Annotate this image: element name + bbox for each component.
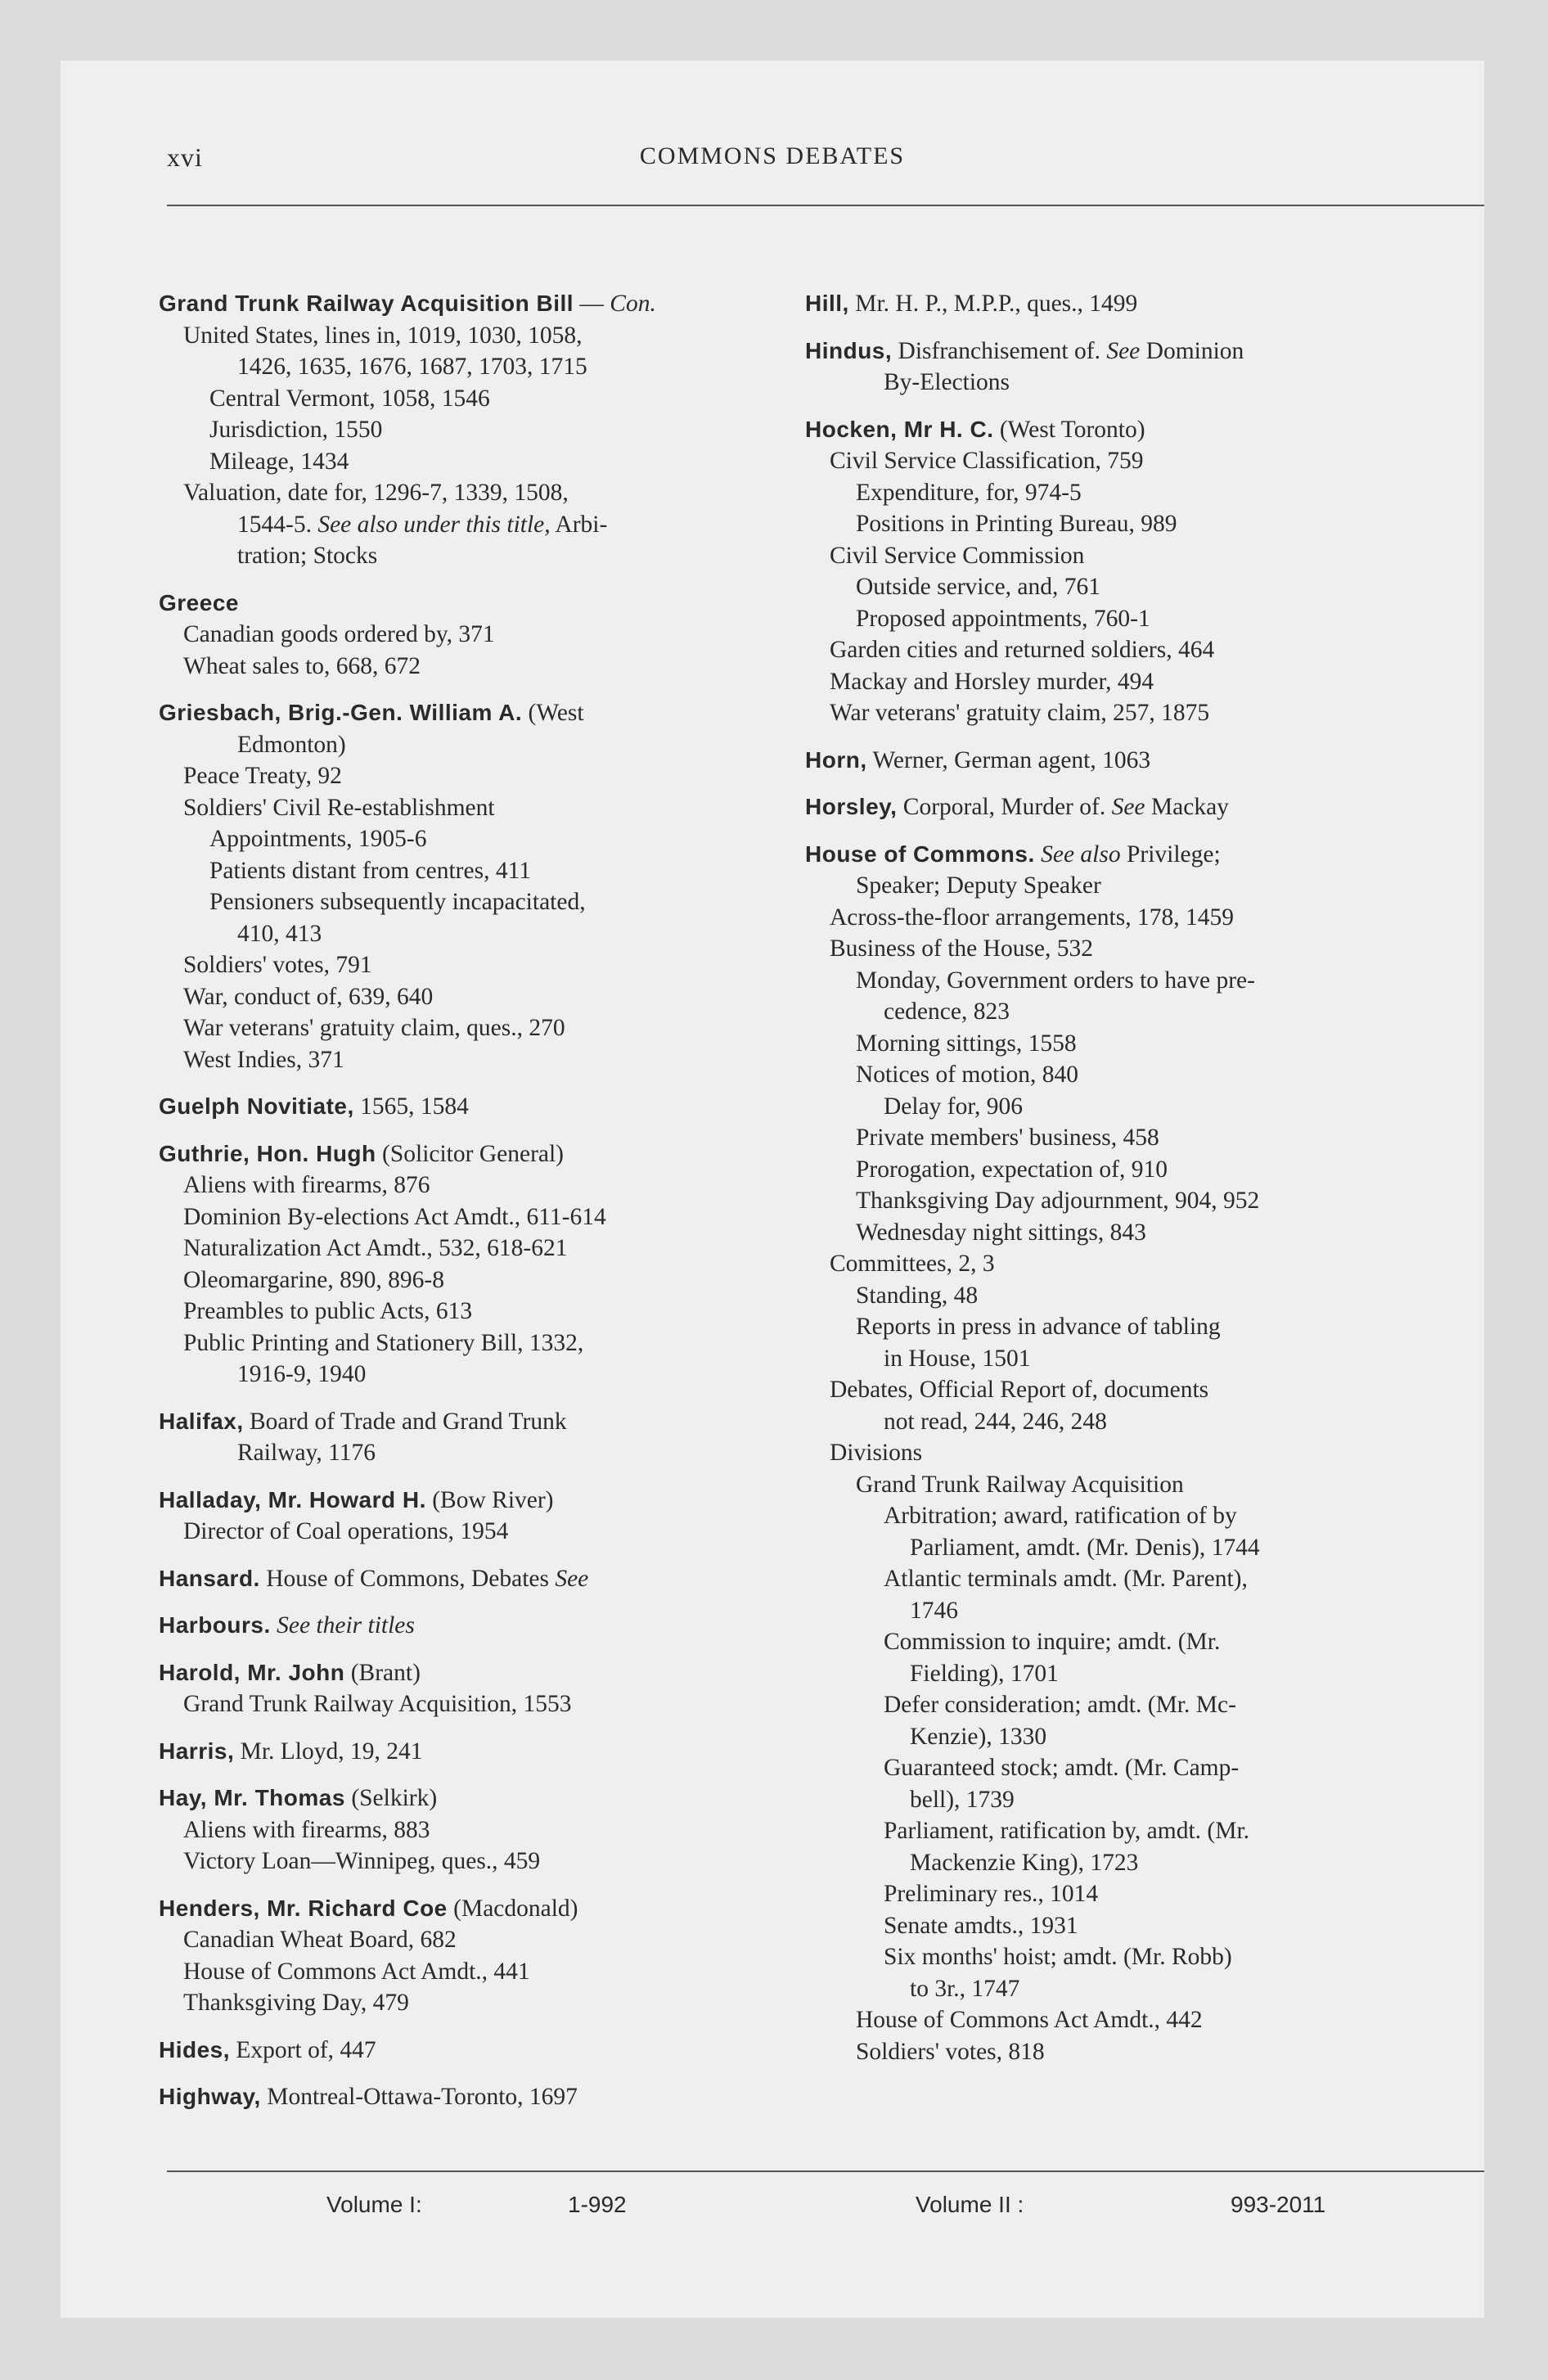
sub-entry [159, 1814, 781, 1846]
entry-text: (Solicitor General) [382, 1140, 565, 1167]
sub-entry-text: 1544-5. [237, 511, 312, 538]
entry-text: Werner, German agent, 1063 [872, 746, 1151, 773]
sub-entry [805, 603, 1468, 635]
header-rule [167, 205, 1484, 206]
entry-heading-line [159, 1563, 781, 1595]
entry-text: Board of Trade and Grand Trunk [249, 1408, 567, 1435]
index-entry [805, 791, 1468, 823]
volume-2-range: 993-2011 [1231, 2192, 1326, 2217]
entry-text: (West [528, 700, 584, 726]
entry-text: Mackay [1150, 794, 1229, 820]
sub-entry [805, 634, 1468, 666]
sub-entry [159, 446, 781, 478]
sub-entry [159, 1359, 781, 1391]
sub-entry-text: Peace Treaty, 92 [183, 763, 342, 789]
entry-see-reference: Con. [610, 291, 656, 317]
entry-heading-line [159, 1893, 781, 1925]
entry-text: Privilege; [1126, 841, 1221, 868]
sub-entry-text: Grand Trunk Railway Acquisition [856, 1471, 1184, 1498]
sub-entry [805, 933, 1468, 965]
sub-entry [805, 445, 1468, 477]
sub-entry-text: Soldiers' Civil Re-establishment [183, 794, 495, 821]
sub-entry-text: Aliens with firearms, 876 [183, 1172, 430, 1198]
entry-text: (Macdonald) [453, 1895, 578, 1922]
sub-entry [159, 1233, 781, 1264]
sub-entry-text: Wheat sales to, 668, 672 [183, 652, 421, 679]
sub-entry [159, 1327, 781, 1359]
sub-entry-text: Speaker; Deputy Speaker [856, 872, 1101, 899]
entry-heading-line [159, 697, 781, 729]
page-number: xvi [167, 142, 203, 172]
sub-entry [159, 1296, 781, 1327]
entry-see-reference: See [555, 1565, 589, 1592]
sub-entry-text: Arbitration; award, ratification of by [884, 1503, 1237, 1529]
entry-heading-line [159, 288, 781, 320]
entry-heading-line [159, 1783, 781, 1814]
sub-entry-text: Outside service, and, 761 [856, 574, 1101, 600]
sub-entry [805, 697, 1468, 729]
entry-text: — [579, 291, 604, 317]
sub-entry-text: Parliament, amdt. (Mr. Denis), 1744 [910, 1534, 1260, 1561]
entry-text: Disfranchisement of. [898, 337, 1100, 364]
sub-entry-text: House of Commons Act Amdt., 441 [183, 1958, 530, 1985]
sub-entry-text: West Indies, 371 [183, 1046, 344, 1073]
sub-entry [159, 792, 781, 824]
sub-entry-text: Aliens with firearms, 883 [183, 1816, 430, 1843]
index-entry [159, 1783, 781, 1877]
sub-entry [805, 367, 1468, 399]
volume-footer [61, 2192, 1484, 2233]
index-entry [159, 1736, 781, 1768]
sub-entry-text: 1746 [910, 1597, 958, 1624]
index-entry [159, 1563, 781, 1595]
entry-heading-line [159, 1406, 781, 1438]
entry-head: Hansard. [159, 1565, 260, 1591]
index-entry [805, 336, 1468, 399]
sub-entry [805, 1406, 1468, 1438]
sub-entry [805, 540, 1468, 572]
sub-entry [159, 1956, 781, 1988]
sub-entry-text: Grand Trunk Railway Acquisition, 1553 [183, 1691, 572, 1717]
sub-entry-text: Commission to inquire; amdt. (Mr. [884, 1629, 1221, 1655]
entry-heading-line [159, 1610, 781, 1642]
sub-entry-text: Committees, 2, 3 [830, 1251, 995, 1277]
sub-entry [159, 1170, 781, 1201]
entry-head: Guthrie, Hon. Hugh [159, 1140, 376, 1166]
sub-entry [159, 651, 781, 683]
sub-entry [159, 886, 781, 918]
sub-entry-text: Notices of motion, 840 [856, 1062, 1079, 1088]
sub-entry [805, 2004, 1468, 2036]
entry-heading-line [159, 2081, 781, 2113]
sub-entry [805, 1721, 1468, 1753]
index-entry [159, 1138, 781, 1391]
sub-entry [159, 1516, 781, 1548]
entry-heading-line [805, 336, 1468, 367]
sub-entry-text: Director of Coal operations, 1954 [183, 1518, 509, 1544]
sub-entry [805, 1532, 1468, 1564]
entry-text: Mr. H. P., M.P.P., ques., 1499 [855, 291, 1138, 317]
entry-see-reference: See also under this title, [317, 511, 551, 538]
sub-entry-text: Preliminary res., 1014 [884, 1881, 1099, 1907]
index-entry [805, 414, 1468, 729]
sub-entry [159, 760, 781, 792]
sub-entry-text: Wednesday night sittings, 843 [856, 1219, 1146, 1246]
sub-entry-text: Jurisdiction, 1550 [209, 417, 383, 443]
sub-entry [159, 619, 781, 651]
sub-entry-text: Arbi- [555, 511, 608, 538]
entry-heading-line [805, 414, 1468, 446]
entry-text: Export of, 447 [236, 2036, 376, 2063]
sub-entry [805, 1973, 1468, 2005]
sub-entry-text: House of Commons Act Amdt., 442 [856, 2007, 1203, 2033]
entry-heading-line [159, 1485, 781, 1517]
sub-entry [159, 918, 781, 950]
sub-entry-text: Expenditure, for, 974-5 [856, 479, 1082, 506]
entry-heading-line [159, 1736, 781, 1768]
sub-entry-text: Public Printing and Stationery Bill, 1332, [183, 1329, 584, 1356]
sub-entry-text: Edmonton) [237, 731, 346, 758]
sub-entry-text: Appointments, 1905-6 [209, 826, 427, 852]
sub-entry [159, 981, 781, 1013]
entry-text: (Selkirk) [351, 1785, 438, 1811]
sub-entry [805, 1815, 1468, 1847]
index-entry [159, 2035, 781, 2067]
sub-entry-text: Defer consideration; amdt. (Mr. Mc- [884, 1692, 1236, 1718]
entry-text: Montreal-Ottawa-Toronto, 1697 [267, 2084, 578, 2110]
page-title: COMMONS DEBATES [639, 142, 906, 169]
sub-entry-text: Senate amdts., 1931 [884, 1912, 1078, 1939]
sub-entry [805, 571, 1468, 603]
entry-head: Hay, Mr. Thomas [159, 1785, 345, 1810]
sub-entry [159, 1846, 781, 1877]
sub-entry-text: Private members' business, 458 [856, 1125, 1159, 1151]
entry-heading-line [805, 745, 1468, 777]
sub-entry [159, 823, 781, 855]
page-header [167, 142, 1484, 192]
index-entry [159, 588, 781, 683]
sub-entry-text: Mileage, 1434 [209, 448, 349, 475]
sub-entry-text: 410, 413 [237, 920, 322, 947]
footer-rule [167, 2170, 1484, 2172]
sub-entry-text: Atlantic terminals amdt. (Mr. Parent), [884, 1566, 1248, 1592]
sub-entry-text: cedence, 823 [884, 998, 1010, 1025]
entry-heading-line [159, 1138, 781, 1170]
entry-heading-line [159, 1091, 781, 1123]
sub-entry-text: Soldiers' votes, 818 [856, 2038, 1045, 2065]
sub-entry [805, 1847, 1468, 1879]
page [61, 61, 1484, 2318]
sub-entry [805, 1248, 1468, 1280]
sub-entry [159, 1437, 781, 1469]
entry-heading-line [805, 791, 1468, 823]
sub-entry-text: Soldiers' votes, 791 [183, 952, 372, 978]
sub-entry-text: Monday, Government orders to have pre- [856, 967, 1255, 994]
sub-entry-text: Parliament, ratification by, amdt. (Mr. [884, 1818, 1250, 1844]
sub-entry-text: Oleomargarine, 890, 896-8 [183, 1266, 444, 1293]
sub-entry [805, 965, 1468, 997]
entry-head: Hocken, Mr H. C. [805, 416, 994, 442]
sub-entry-text: Thanksgiving Day, 479 [183, 1990, 409, 2016]
sub-entry-text: Naturalization Act Amdt., 532, 618-621 [183, 1235, 568, 1261]
sub-entry [159, 509, 781, 541]
index-entry [805, 839, 1468, 2068]
right-column [805, 288, 1468, 2083]
sub-entry-text: Guaranteed stock; amdt. (Mr. Camp- [884, 1755, 1240, 1781]
sub-entry-text: Thanksgiving Day adjournment, 904, 952 [856, 1188, 1260, 1214]
sub-entry [159, 383, 781, 415]
sub-entry [159, 351, 781, 383]
sub-entry-text: Fielding), 1701 [910, 1660, 1059, 1687]
sub-entry [805, 1910, 1468, 1942]
sub-entry [805, 1059, 1468, 1091]
sub-entry [159, 477, 781, 509]
sub-entry-text: Victory Loan—Winnipeg, ques., 459 [183, 1848, 541, 1874]
sub-entry [805, 1437, 1468, 1469]
entry-head: Harbours. [159, 1612, 271, 1638]
sub-entry [805, 1091, 1468, 1123]
sub-entry [805, 1878, 1468, 1910]
sub-entry [805, 870, 1468, 902]
index-entry [159, 697, 781, 1075]
sub-entry-text: United States, lines in, 1019, 1030, 1058, [183, 322, 583, 349]
sub-entry [159, 1044, 781, 1076]
entry-see-reference: See [1111, 794, 1145, 820]
sub-entry-text: Railway, 1176 [237, 1440, 376, 1466]
sub-entry [805, 2036, 1468, 2068]
sub-entry-text: to 3r., 1747 [910, 1975, 1020, 2002]
sub-entry [805, 1028, 1468, 1060]
sub-entry-text: Proposed appointments, 760-1 [856, 605, 1150, 632]
entry-head: Greece [159, 589, 239, 615]
index-entry [159, 1610, 781, 1642]
entry-text: Dominion [1145, 337, 1244, 364]
sub-entry [805, 1626, 1468, 1658]
entry-see-reference: See [1106, 337, 1141, 364]
sub-entry [805, 666, 1468, 698]
sub-entry-text: 1426, 1635, 1676, 1687, 1703, 1715 [237, 354, 587, 380]
sub-entry-text: not read, 244, 246, 248 [884, 1408, 1107, 1435]
volume-1-label: Volume I: [326, 2192, 422, 2217]
sub-entry [159, 1987, 781, 2019]
sub-entry-text: Civil Service Commission [830, 542, 1085, 569]
index-entry [159, 1091, 781, 1123]
entry-heading-line [159, 588, 781, 620]
sub-entry [159, 949, 781, 981]
entry-text: (West Toronto) [999, 416, 1145, 443]
sub-entry [159, 855, 781, 887]
entry-head: Highway, [159, 2084, 261, 2109]
entry-see-reference: See also [1041, 841, 1121, 868]
entry-text: (Brant) [350, 1659, 421, 1686]
index-entry [159, 1406, 781, 1469]
sub-entry [805, 508, 1468, 540]
entry-head: Grand Trunk Railway Acquisition Bill [159, 291, 574, 316]
sub-entry-text: War veterans' gratuity claim, ques., 270 [183, 1015, 565, 1041]
sub-entry-text: Debates, Official Report of, documents [830, 1377, 1209, 1403]
sub-entry-text: Central Vermont, 1058, 1546 [209, 385, 490, 412]
sub-entry-text: Six months' hoist; amdt. (Mr. Robb) [884, 1944, 1232, 1970]
sub-entry-text: Valuation, date for, 1296-7, 1339, 1508, [183, 480, 569, 506]
volume-1-range: 1-992 [568, 2192, 627, 2217]
entry-head: Griesbach, Brig.-Gen. William A. [159, 700, 523, 725]
sub-entry [159, 540, 781, 572]
sub-entry [805, 477, 1468, 509]
sub-entry-text: in House, 1501 [884, 1345, 1031, 1372]
index-entry [159, 1893, 781, 2019]
index-entry [159, 2081, 781, 2113]
sub-entry-text: Morning sittings, 1558 [856, 1030, 1077, 1057]
sub-entry [159, 414, 781, 446]
sub-entry [805, 1784, 1468, 1816]
sub-entry [159, 1201, 781, 1233]
sub-entry-text: Canadian goods ordered by, 371 [183, 621, 495, 647]
entry-text: Corporal, Murder of. [902, 794, 1106, 820]
sub-entry-text: Pensioners subsequently incapacitated, [209, 889, 586, 915]
sub-entry [805, 1595, 1468, 1627]
sub-entry [159, 1688, 781, 1720]
entry-see-reference: See their titles [277, 1612, 415, 1639]
sub-entry-text: 1916-9, 1940 [237, 1361, 367, 1387]
sub-entry [159, 320, 781, 352]
sub-entry-text: Civil Service Classification, 759 [830, 448, 1144, 474]
sub-entry [159, 1264, 781, 1296]
sub-entry-text: Reports in press in advance of tabling [856, 1314, 1221, 1340]
sub-entry [805, 1500, 1468, 1532]
entry-heading-line [159, 2035, 781, 2067]
entry-head: Hill, [805, 291, 849, 316]
entry-head: Harris, [159, 1738, 235, 1764]
sub-entry-text: Positions in Printing Bureau, 989 [856, 511, 1177, 537]
sub-entry-text: Kenzie), 1330 [910, 1723, 1047, 1750]
sub-entry-text: By-Elections [884, 369, 1010, 395]
sub-entry-text: bell), 1739 [910, 1786, 1015, 1813]
entry-text: 1565, 1584 [360, 1093, 469, 1120]
entry-text: Mr. Lloyd, 19, 241 [240, 1738, 423, 1765]
entry-head: Horsley, [805, 794, 898, 819]
entry-heading-line [805, 839, 1468, 871]
sub-entry [805, 1374, 1468, 1406]
entry-head: Hindus, [805, 337, 893, 363]
sub-entry [805, 1469, 1468, 1501]
entry-text: House of Commons, Debates [266, 1565, 549, 1592]
sub-entry [805, 996, 1468, 1028]
sub-entry-text: Patients distant from centres, 411 [209, 857, 531, 884]
sub-entry-text: tration; Stocks [237, 543, 378, 569]
sub-entry [805, 1280, 1468, 1312]
sub-entry [805, 1689, 1468, 1721]
entry-text: (Bow River) [432, 1486, 554, 1513]
sub-entry [805, 1563, 1468, 1595]
entry-head: Halladay, Mr. Howard H. [159, 1486, 426, 1512]
entry-heading-line [805, 288, 1468, 320]
index-entry [159, 1657, 781, 1720]
sub-entry-text: Dominion By-elections Act Amdt., 611-614 [183, 1203, 606, 1230]
index-entry [805, 288, 1468, 320]
sub-entry-text: Canadian Wheat Board, 682 [183, 1927, 457, 1953]
sub-entry [805, 1122, 1468, 1154]
sub-entry [159, 1012, 781, 1044]
sub-entry-text: Mackay and Horsley murder, 494 [830, 668, 1154, 695]
entry-head: Harold, Mr. John [159, 1659, 345, 1685]
sub-entry [805, 1311, 1468, 1343]
entry-head: Guelph Novitiate, [159, 1093, 354, 1119]
index-entry [159, 288, 781, 572]
sub-entry-text: Business of the House, 532 [830, 935, 1094, 962]
sub-entry-text: Mackenzie King), 1723 [910, 1849, 1139, 1876]
entry-head: Hides, [159, 2036, 231, 2062]
entry-head: House of Commons. [805, 841, 1035, 867]
sub-entry [805, 902, 1468, 934]
sub-entry-text: War, conduct of, 639, 640 [183, 983, 434, 1010]
sub-entry [805, 1658, 1468, 1690]
sub-entry [805, 1217, 1468, 1249]
index-entry [805, 745, 1468, 777]
sub-entry [805, 1343, 1468, 1375]
sub-entry [805, 1941, 1468, 1973]
sub-entry-text: Delay for, 906 [884, 1093, 1024, 1120]
sub-entry-text: Across-the-floor arrangements, 178, 1459 [830, 904, 1234, 931]
sub-entry-text: Prorogation, expectation of, 910 [856, 1156, 1168, 1183]
sub-entry [159, 1924, 781, 1956]
sub-entry [805, 1154, 1468, 1186]
entry-heading-line [159, 1657, 781, 1689]
volume-2-label: Volume II : [916, 2192, 1024, 2217]
sub-entry-text: Standing, 48 [856, 1282, 979, 1309]
entry-head: Henders, Mr. Richard Coe [159, 1895, 448, 1921]
left-column [159, 288, 781, 2129]
entry-head: Horn, [805, 746, 867, 773]
sub-entry-text: Preambles to public Acts, 613 [183, 1298, 473, 1324]
entry-head: Halifax, [159, 1408, 244, 1434]
sub-entry [805, 1752, 1468, 1784]
sub-entry-text: Garden cities and returned soldiers, 464 [830, 637, 1215, 663]
sub-entry [805, 1185, 1468, 1217]
sub-entry-text: Divisions [830, 1440, 923, 1466]
index-entry [159, 1485, 781, 1548]
sub-entry-text: War veterans' gratuity claim, 257, 1875 [830, 700, 1210, 726]
sub-entry [159, 729, 781, 761]
